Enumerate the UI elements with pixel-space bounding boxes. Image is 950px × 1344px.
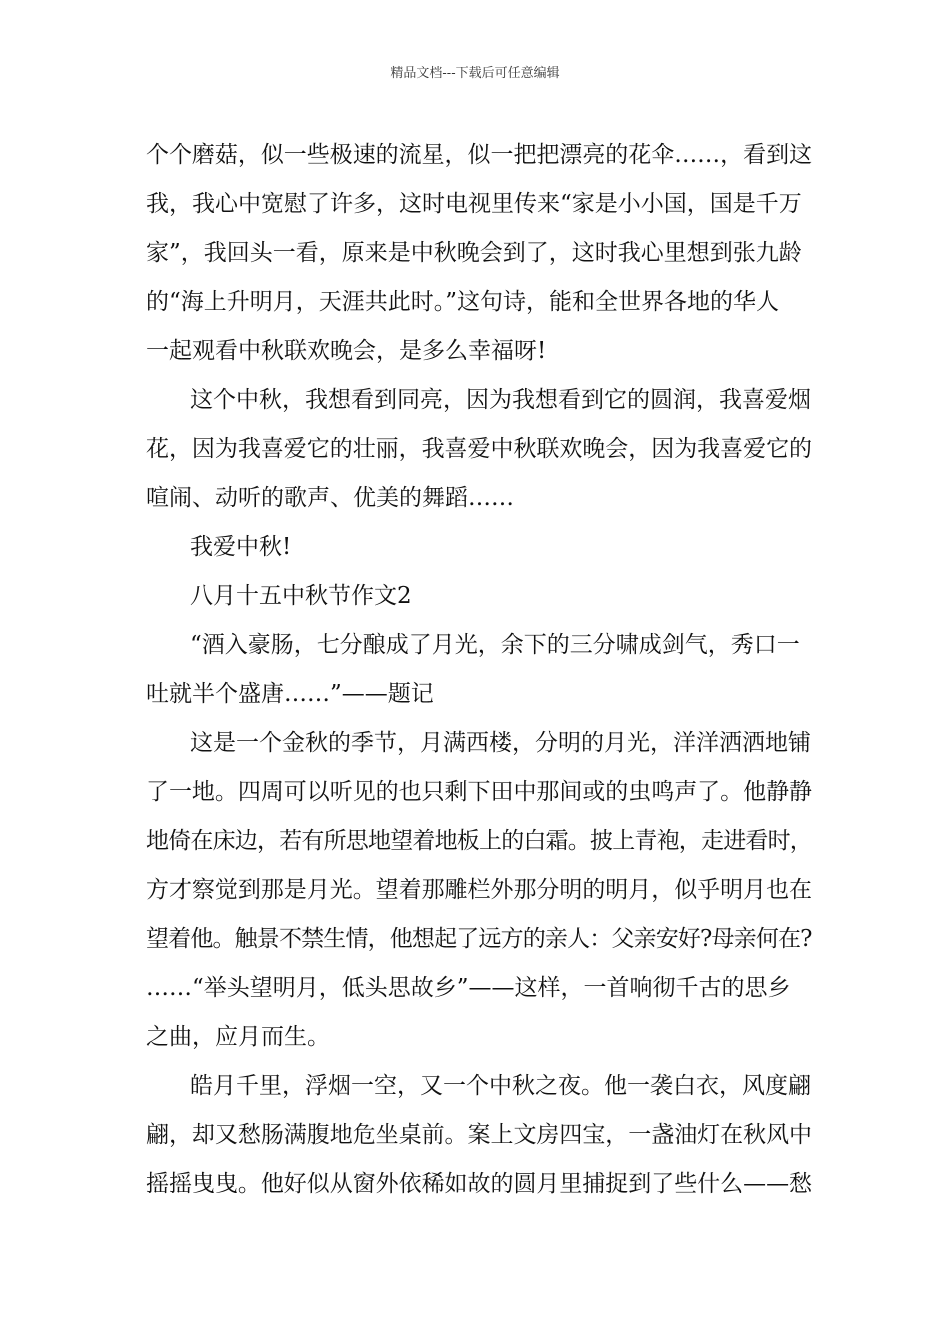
text-line: 我，我心中宽慰了许多，这时电视里传来“家是小小国，国是千万 xyxy=(146,191,802,217)
text-line: 这个中秋，我想看到同亮，因为我想看到它的圆润，我喜爱烟 xyxy=(190,387,811,413)
text-line: ……“举头望明月，低头思故乡”——这样，一首响彻千古的思乡 xyxy=(146,975,791,1001)
text-line: 一起观看中秋联欢晚会，是多么幸福呀! xyxy=(146,338,547,364)
text-line: 望着他。触景不禁生情，他想起了远方的亲人：父亲安好?母亲何在? xyxy=(146,926,812,952)
text-line: 翩，却又愁肠满腹地危坐桌前。案上文房四宝，一盏油灯在秋风中 xyxy=(146,1122,813,1148)
epigraph-line: “酒入豪肠，七分酿成了月光，余下的三分啸成剑气，秀口一 xyxy=(190,632,800,658)
text-line: 摇摇曳曳。他好似从窗外依稀如故的圆月里捕捉到了些什么——愁 xyxy=(146,1171,813,1197)
text-line: 的“海上升明月，天涯共此时。”这句诗，能和全世界各地的华人 xyxy=(146,289,780,315)
text-line: 皓月千里，浮烟一空，又一个中秋之夜。他一袭白衣，风度翩 xyxy=(190,1073,811,1099)
text-line: 个个磨菇，似一些极速的流星，似一把把漂亮的花伞……，看到这 xyxy=(146,142,813,168)
page-header: 精品文档---下载后可任意编辑 xyxy=(390,66,560,81)
article-body xyxy=(146,131,812,1209)
text-line: 地倚在床边，若有所思地望着地板上的白霜。披上青袍，走进看时， xyxy=(146,828,813,854)
text-line: 方才察觉到那是月光。望着那雕栏外那分明的明月，似乎明月也在 xyxy=(146,877,813,903)
section-title: 八月十五中秋节作文2 xyxy=(190,583,412,609)
text-line: 喧闹、动听的歌声、优美的舞蹈…… xyxy=(146,485,514,511)
text-line: 之曲，应月而生。 xyxy=(146,1024,330,1050)
text-line: 花，因为我喜爱它的壮丽，我喜爱中秋联欢晚会，因为我喜爱它的 xyxy=(146,436,813,462)
text-line: 了一地。四周可以听见的也只剩下田中那间或的虫鸣声了。他静静 xyxy=(146,779,813,805)
text-line: 家”，我回头一看，原来是中秋晚会到了，这时我心里想到张九龄 xyxy=(146,240,802,266)
text-line: 这是一个金秋的季节，月满西楼，分明的月光，洋洋洒洒地铺 xyxy=(190,730,811,756)
text-line: 我爱中秋! xyxy=(190,534,292,560)
epigraph-line: 吐就半个盛唐……”——题记 xyxy=(146,681,434,707)
